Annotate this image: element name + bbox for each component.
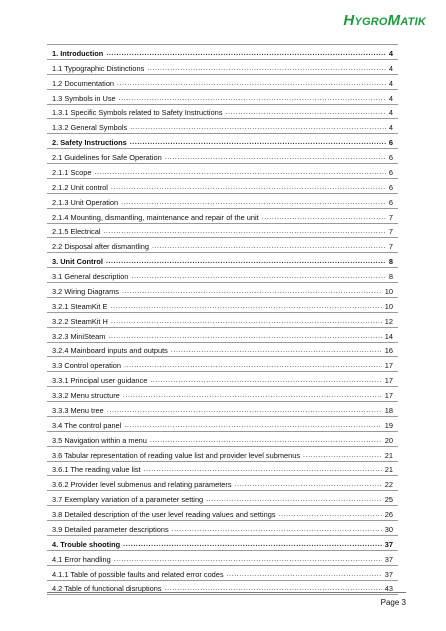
toc-entry[interactable] bbox=[47, 462, 398, 477]
toc-entry-title: 2.1.2 Unit control bbox=[52, 182, 108, 192]
toc-entry-title: 3.5 Navigation within a menu bbox=[52, 435, 147, 445]
toc-entry-page: 17 bbox=[384, 376, 393, 386]
toc-dot-leader bbox=[124, 421, 381, 430]
toc-entry[interactable] bbox=[47, 343, 398, 358]
toc-entry-title: 3.3.3 Menu tree bbox=[52, 405, 104, 415]
toc-dot-leader bbox=[108, 332, 381, 341]
toc-entry[interactable] bbox=[47, 105, 398, 120]
toc-dot-leader bbox=[124, 361, 382, 370]
table-of-contents bbox=[47, 44, 398, 595]
toc-entry-title: 3.2.2 SteamKit H bbox=[52, 316, 108, 326]
toc-entry-title: 2.1 Guidelines for Safe Operation bbox=[52, 153, 162, 162]
toc-dot-leader bbox=[94, 168, 385, 177]
toc-entry-page: 6 bbox=[388, 138, 393, 148]
toc-entry-title: 3.4 The control panel bbox=[52, 420, 122, 430]
toc-dot-leader bbox=[111, 183, 386, 192]
logo-letter-h: H bbox=[343, 12, 355, 29]
toc-entry-title: 3.8 Detailed description of the user level reading values and settings bbox=[52, 510, 276, 519]
toc-entry-title: 3.2 Wiring Diagrams bbox=[52, 286, 119, 296]
toc-entry[interactable] bbox=[47, 581, 398, 596]
toc-entry[interactable] bbox=[47, 328, 398, 343]
toc-entry[interactable] bbox=[47, 372, 398, 387]
toc-dot-leader bbox=[130, 123, 386, 132]
toc-dot-leader bbox=[119, 94, 386, 103]
toc-entry-title: 3.6.1 The reading value list bbox=[52, 465, 141, 475]
toc-dot-leader bbox=[131, 272, 385, 281]
toc-entry[interactable] bbox=[47, 506, 398, 521]
toc-dot-leader bbox=[144, 465, 382, 474]
toc-entry[interactable] bbox=[47, 253, 398, 268]
toc-entry-page: 4 bbox=[388, 108, 393, 118]
toc-dot-leader bbox=[150, 436, 382, 445]
toc-dot-leader bbox=[171, 346, 382, 355]
toc-entry-title: 2.2 Disposal after dismantling bbox=[52, 242, 149, 252]
toc-entry[interactable] bbox=[47, 283, 398, 298]
toc-entry[interactable] bbox=[47, 209, 398, 224]
toc-entry-title: 1. Introduction bbox=[52, 48, 104, 58]
toc-entry-page: 7 bbox=[388, 227, 393, 237]
toc-entry-page: 30 bbox=[384, 524, 393, 534]
toc-entry[interactable] bbox=[47, 313, 398, 328]
logo-letter-m: M bbox=[387, 12, 401, 29]
toc-dot-leader bbox=[147, 64, 386, 73]
toc-entry[interactable] bbox=[47, 402, 398, 417]
toc-entry-page: 4 bbox=[388, 78, 393, 88]
toc-entry-page: 18 bbox=[384, 405, 393, 415]
toc-entry-page: 37 bbox=[384, 539, 393, 549]
toc-entry[interactable] bbox=[47, 75, 398, 90]
toc-dot-leader bbox=[172, 525, 382, 534]
toc-entry-page: 17 bbox=[384, 391, 393, 400]
toc-entry[interactable] bbox=[47, 357, 398, 372]
toc-dot-leader bbox=[111, 317, 382, 326]
toc-entry-page: 14 bbox=[384, 331, 393, 341]
toc-entry-title: 3.2.4 Mainboard inputs and outputs bbox=[52, 346, 168, 356]
toc-entry[interactable] bbox=[47, 566, 398, 581]
toc-entry[interactable] bbox=[47, 90, 398, 105]
logo-text-atik: ATIK bbox=[400, 16, 426, 28]
toc-entry-title: 2.1.1 Scope bbox=[52, 167, 92, 177]
toc-entry-page: 8 bbox=[388, 272, 393, 281]
toc-dot-leader bbox=[165, 153, 386, 162]
toc-entry-page: 43 bbox=[384, 584, 393, 594]
toc-entry-title: 1.1 Typographic Distinctions bbox=[52, 63, 145, 73]
toc-entry-page: 7 bbox=[388, 242, 393, 252]
toc-entry[interactable] bbox=[47, 238, 398, 253]
toc-dot-leader bbox=[121, 198, 386, 207]
toc-entry-title: 2. Safety Instructions bbox=[52, 138, 127, 148]
toc-entry-page: 25 bbox=[384, 495, 393, 505]
toc-entry-title: 3.6.2 Provider level submenus and relating parameters bbox=[52, 480, 232, 490]
toc-dot-leader bbox=[235, 480, 382, 489]
toc-dot-leader bbox=[225, 108, 385, 117]
toc-dot-leader bbox=[130, 138, 386, 147]
toc-entry-title: 1.2 Documentation bbox=[52, 78, 115, 88]
toc-entry[interactable] bbox=[47, 60, 398, 75]
toc-entry-title: 3. Unit Control bbox=[52, 257, 103, 267]
toc-entry-title: 4. Trouble shooting bbox=[52, 539, 121, 549]
toc-entry-page: 37 bbox=[384, 569, 393, 579]
toc-entry-page: 37 bbox=[384, 554, 393, 564]
toc-dot-leader bbox=[122, 287, 382, 296]
toc-entry-title: 3.3.2 Menu structure bbox=[52, 391, 120, 400]
toc-dot-leader bbox=[114, 555, 382, 564]
toc-entry-page: 16 bbox=[384, 346, 393, 356]
toc-entry[interactable] bbox=[47, 179, 398, 194]
toc-entry[interactable] bbox=[47, 432, 398, 447]
toc-entry[interactable] bbox=[47, 447, 398, 462]
toc-dot-leader bbox=[152, 242, 386, 251]
toc-entry-title: 1.3.2 General Symbols bbox=[52, 123, 128, 133]
toc-entry[interactable] bbox=[47, 387, 398, 402]
toc-entry-title: 4.1.1 Table of possible faults and related error codes bbox=[52, 569, 224, 579]
toc-entry-title: 3.2.1 SteamKit E bbox=[52, 301, 108, 311]
toc-entry[interactable] bbox=[47, 536, 398, 551]
toc-entry[interactable] bbox=[47, 521, 398, 536]
toc-entry-title: 3.2.3 MiniSteam bbox=[52, 331, 106, 341]
toc-entry-title: 2.1.4 Mounting, dismantling, maintenance and repair of the unit bbox=[52, 212, 259, 222]
toc-entry-title: 3.9 Detailed parameter descriptions bbox=[52, 524, 169, 534]
toc-entry-title: 1.3 Symbols in Use bbox=[52, 93, 116, 103]
toc-dot-leader bbox=[106, 49, 386, 58]
toc-entry[interactable] bbox=[47, 164, 398, 179]
toc-entry[interactable] bbox=[47, 551, 398, 566]
toc-dot-leader bbox=[206, 495, 382, 504]
footer-divider bbox=[47, 592, 406, 593]
toc-dot-leader bbox=[150, 376, 381, 385]
toc-entry-title: 1.3.1 Specific Symbols related to Safety Instructions bbox=[52, 108, 223, 118]
toc-entry-page: 4 bbox=[388, 93, 393, 103]
toc-entry-page: 17 bbox=[384, 361, 393, 371]
page-number: Page 3 bbox=[380, 598, 406, 607]
toc-dot-leader bbox=[123, 391, 382, 400]
toc-entry-page: 4 bbox=[388, 48, 393, 58]
toc-dot-leader bbox=[110, 302, 381, 311]
toc-entry-title: 2.1.3 Unit Operation bbox=[52, 197, 119, 207]
toc-entry[interactable] bbox=[47, 134, 398, 149]
toc-entry[interactable] bbox=[47, 268, 398, 283]
toc-entry-page: 6 bbox=[388, 153, 393, 162]
toc-entry[interactable] bbox=[47, 491, 398, 506]
toc-entry-page: 7 bbox=[388, 212, 393, 222]
toc-dot-leader bbox=[279, 510, 382, 519]
toc-entry-title: 3.6 Tabular representation of reading value list and provider level submenus bbox=[52, 450, 301, 460]
toc-dot-leader bbox=[303, 451, 382, 460]
toc-dot-leader bbox=[103, 227, 385, 236]
toc-dot-leader bbox=[262, 213, 386, 222]
toc-entry-page: 10 bbox=[384, 301, 393, 311]
toc-entry[interactable] bbox=[47, 224, 398, 239]
toc-entry-title: 4.1 Error handling bbox=[52, 554, 111, 564]
toc-entry-page: 4 bbox=[388, 63, 393, 73]
hygromatik-logo bbox=[343, 12, 426, 29]
toc-entry-page: 19 bbox=[384, 420, 393, 430]
toc-entry-page: 6 bbox=[388, 182, 393, 192]
toc-entry[interactable] bbox=[47, 417, 398, 432]
toc-entry-title: 2.1.5 Electrical bbox=[52, 227, 101, 237]
toc-entry-page: 8 bbox=[388, 257, 393, 267]
toc-entry-page: 22 bbox=[384, 480, 393, 490]
toc-entry-page: 26 bbox=[384, 510, 393, 519]
toc-entry[interactable] bbox=[47, 298, 398, 313]
toc-entry[interactable] bbox=[47, 149, 398, 164]
toc-dot-leader bbox=[106, 257, 386, 266]
toc-entry-page: 12 bbox=[384, 316, 393, 326]
toc-entry-title: 3.3.1 Principal user guidance bbox=[52, 376, 148, 386]
toc-entry-title: 3.7 Exemplary variation of a parameter setting bbox=[52, 495, 204, 505]
toc-dot-leader bbox=[107, 406, 382, 415]
toc-entry-title: 4.2 Table of functional disruptions bbox=[52, 584, 162, 594]
toc-entry-page: 6 bbox=[388, 197, 393, 207]
toc-entry[interactable] bbox=[47, 476, 398, 491]
toc-entry-title: 3.1 General description bbox=[52, 272, 129, 281]
toc-entry-title: 3.3 Control operation bbox=[52, 361, 122, 371]
toc-dot-leader bbox=[117, 79, 386, 88]
toc-entry-page: 21 bbox=[384, 465, 393, 475]
toc-entry[interactable] bbox=[47, 194, 398, 209]
toc-entry[interactable] bbox=[47, 45, 398, 60]
toc-entry-page: 6 bbox=[388, 167, 393, 177]
toc-entry-page: 10 bbox=[384, 286, 393, 296]
toc-entry-page: 20 bbox=[384, 435, 393, 445]
toc-entry[interactable] bbox=[47, 119, 398, 134]
toc-dot-leader bbox=[123, 540, 382, 549]
toc-entry-page: 21 bbox=[384, 450, 393, 460]
toc-dot-leader bbox=[227, 570, 382, 579]
logo-text-ygro: YGRO bbox=[354, 16, 388, 28]
toc-entry-page: 4 bbox=[388, 123, 393, 133]
